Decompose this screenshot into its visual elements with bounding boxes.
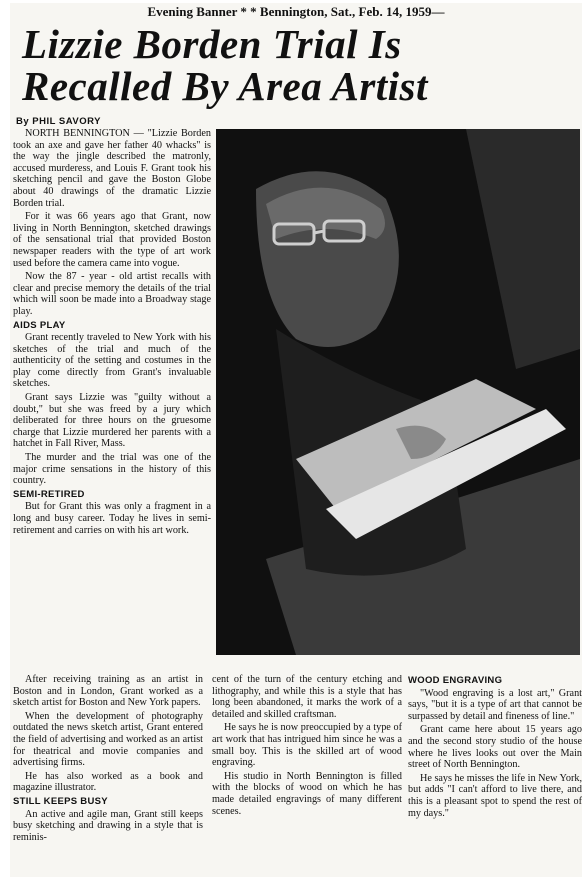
subhead: WOOD ENGRAVING: [408, 675, 503, 686]
paragraph: cent of the turn of the century etching and lithography, and while this is a style that has long been abandoned, it marks the work of a detailed and skilled craftsman.: [212, 674, 402, 720]
paragraph: When the development of photography outdated the news sketch artist, Grant entered the field of advertising and worked as an artist for theatrical and movie companies and advertising firms.: [13, 710, 203, 769]
paragraph: He has also worked as a book and magazine illustrator.: [13, 770, 203, 794]
subhead: STILL KEEPS BUSY: [13, 795, 108, 807]
article-column-3: [212, 674, 402, 819]
paragraph: Grant came here about 15 years ago and the second story studio of the house where he lives looks out over the Main street of North Bennington.: [408, 724, 582, 771]
paragraph: An active and agile man, Grant still keeps busy sketching and drawing in a style that is reminis-: [13, 808, 203, 843]
headline: [22, 23, 582, 107]
subhead: AIDS PLAY: [13, 319, 66, 331]
headline-line-2: Recalled By Area Artist: [22, 63, 428, 109]
dateline: Evening Banner * * Bennington, Sat., Feb. 14, 1959—: [147, 4, 445, 19]
paragraph: After receiving training as an artist in Boston and in London, Grant worked as a sketch artist for Boston and New York papers.: [13, 674, 203, 709]
article-column-4: [408, 674, 582, 821]
paragraph: "Wood engraving is a lost art," Grant says, "but it is a type of art that cannot be surpassed by detail and fineness of line.": [408, 687, 582, 722]
byline: By PHIL SAVORY: [16, 116, 101, 127]
paragraph: The murder and the trial was one of the major crime sensations in the history of this country.: [13, 452, 211, 487]
paragraph: But for Grant this was only a fragment in a long and busy career. Today he lives in semi-retirement and carries on with his art work.: [13, 501, 211, 536]
newspaper-clipping: [10, 3, 582, 877]
paragraph: For it was 66 years ago that Grant, now living in North Bennington, sketched drawings of the sensational trial that provided Boston newspaper readers with the type of art work used before the camera came into vogue.: [13, 211, 211, 269]
paragraph: Grant says Lizzie was "guilty without a doubt," but she was freed by a jury which deliberated for three hours on the gruesome charge that Lizzie murdered her parents with a hatchet in Fall River, Mass.: [13, 392, 211, 450]
paragraph: Grant recently traveled to New York with his sketches of the trial and much of the authenticity of the setting and costumes in the play come directly from Grant's invaluable sketches.: [13, 332, 211, 390]
paragraph: NORTH BENNINGTON — "Lizzie Borden took an axe and gave her father 40 whacks" is the way the jingle described the matronly, accused murderess, and Louis F. Grant took his sketching pencil and gave the Boston Globe about 40 drawings of the dramatic Lizzie Borden trial.: [13, 128, 211, 209]
article-column-2: [13, 674, 203, 845]
paragraph: His studio in North Bennington is filled with the blocks of wood on which he has made detailed engravings of many different scenes.: [212, 770, 402, 817]
artist-photo: [216, 129, 580, 655]
paragraph: He says he misses the life in New York, but adds "I can't afford to live there, and this is a pleasant spot to spend the rest of my days.": [408, 772, 582, 819]
paragraph: Now the 87 - year - old artist recalls with clear and precise memory the details of the trial which will soon be made into a Broadway stage play.: [13, 271, 211, 317]
photo-illustration: [216, 129, 580, 655]
subhead: SEMI-RETIRED: [13, 488, 85, 500]
article-column-1: [13, 128, 211, 538]
headline-line-1: Lizzie Borden Trial Is: [22, 21, 402, 67]
paragraph: He says he is now preoccupied by a type of art work that has intrigued him since he was a small boy. This is the skilled art of wood engraving.: [212, 722, 402, 769]
